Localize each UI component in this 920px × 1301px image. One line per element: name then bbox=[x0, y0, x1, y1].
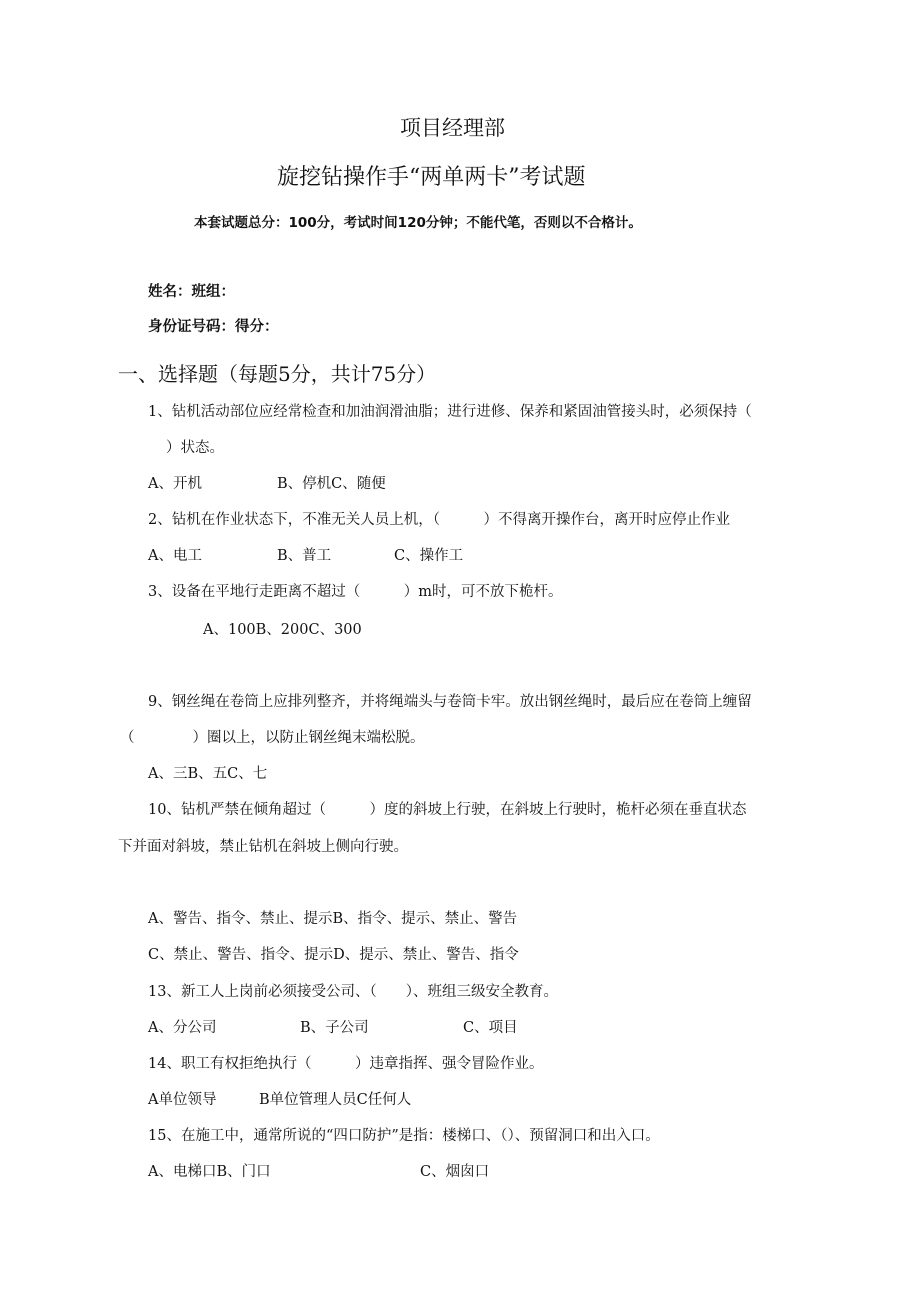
id-score-line: 身份证号码：得分： bbox=[148, 319, 279, 335]
q10-line1: 10、钻机严禁在倾角超过（ ）度的斜坡上行驶，在斜坡上行驶时，桅杆必须在垂直状态 bbox=[148, 802, 747, 818]
q2-option-a: A、电工 bbox=[148, 548, 202, 564]
q12-options-cd: C、禁止、警告、指令、提示D、提示、禁止、警告、指令 bbox=[148, 947, 519, 963]
q15-option-c: C、烟囱口 bbox=[420, 1164, 490, 1180]
q9-line2: （ ）圈以上，以防止钢丝绳末端松脱。 bbox=[120, 730, 425, 746]
q3-text: 3、设备在平地行走距离不超过（ ）m时，可不放下桅杆。 bbox=[148, 584, 563, 600]
q1-option-bc: B、停机C、随便 bbox=[277, 476, 386, 492]
q13-option-c: C、项目 bbox=[463, 1020, 518, 1036]
q2-option-c: C、操作工 bbox=[394, 548, 464, 564]
org-title: 项目经理部 bbox=[400, 116, 505, 140]
q9-options: A、三B、五C、七 bbox=[148, 766, 268, 782]
q3-options: A、100B、200C、300 bbox=[203, 622, 362, 638]
exam-instructions: 本套试题总分：100分，考试时间120分钟；不能代笔，否则以不合格计。 bbox=[194, 215, 642, 231]
q1-line2: ）状态。 bbox=[166, 440, 224, 456]
q13-text: 13、新工人上岗前必须接受公司、（ ）、班组三级安全教育。 bbox=[148, 984, 558, 1000]
section-heading: 一、选择题（每题5分，共计75分） bbox=[118, 362, 437, 386]
q14-option-bc: B单位管理人员C任何人 bbox=[259, 1092, 412, 1108]
q2-option-b: B、普工 bbox=[277, 548, 332, 564]
q15-text: 15、在施工中，通常所说的“四口防护”是指：楼梯口、（）、预留洞口和出入口。 bbox=[148, 1128, 660, 1144]
q13-option-a: A、分公司 bbox=[148, 1020, 217, 1036]
q15-option-ab: A、电梯口B、门口 bbox=[148, 1164, 271, 1180]
q9-line1: 9、钢丝绳在卷筒上应排列整齐，并将绳端头与卷筒卡牢。放出钢丝绳时，最后应在卷筒上缠留 bbox=[148, 694, 752, 710]
q12-options-ab: A、警告、指令、禁止、提示B、指令、提示、禁止、警告 bbox=[148, 911, 518, 927]
q1-option-a: A、开机 bbox=[148, 476, 202, 492]
q1-line1: 1、钻机活动部位应经常检查和加油润滑油脂；进行进修、保养和紧固油管接头时，必须保持（ bbox=[148, 404, 752, 420]
q2-text: 2、钻机在作业状态下，不准无关人员上机，（ ）不得离开操作台，离开时应停止作业 bbox=[148, 512, 730, 528]
q14-text: 14、职工有权拒绝执行（ ）违章指挥、强令冒险作业。 bbox=[148, 1056, 544, 1072]
q10-line2: 下并面对斜坡，禁止钻机在斜坡上侧向行驶。 bbox=[118, 839, 408, 855]
q14-option-a: A单位领导 bbox=[148, 1092, 217, 1108]
exam-title: 旋挖钻操作手“两单两卡”考试题 bbox=[277, 165, 586, 190]
q13-option-b: B、子公司 bbox=[300, 1020, 369, 1036]
name-group-line: 姓名：班组： bbox=[148, 284, 235, 300]
